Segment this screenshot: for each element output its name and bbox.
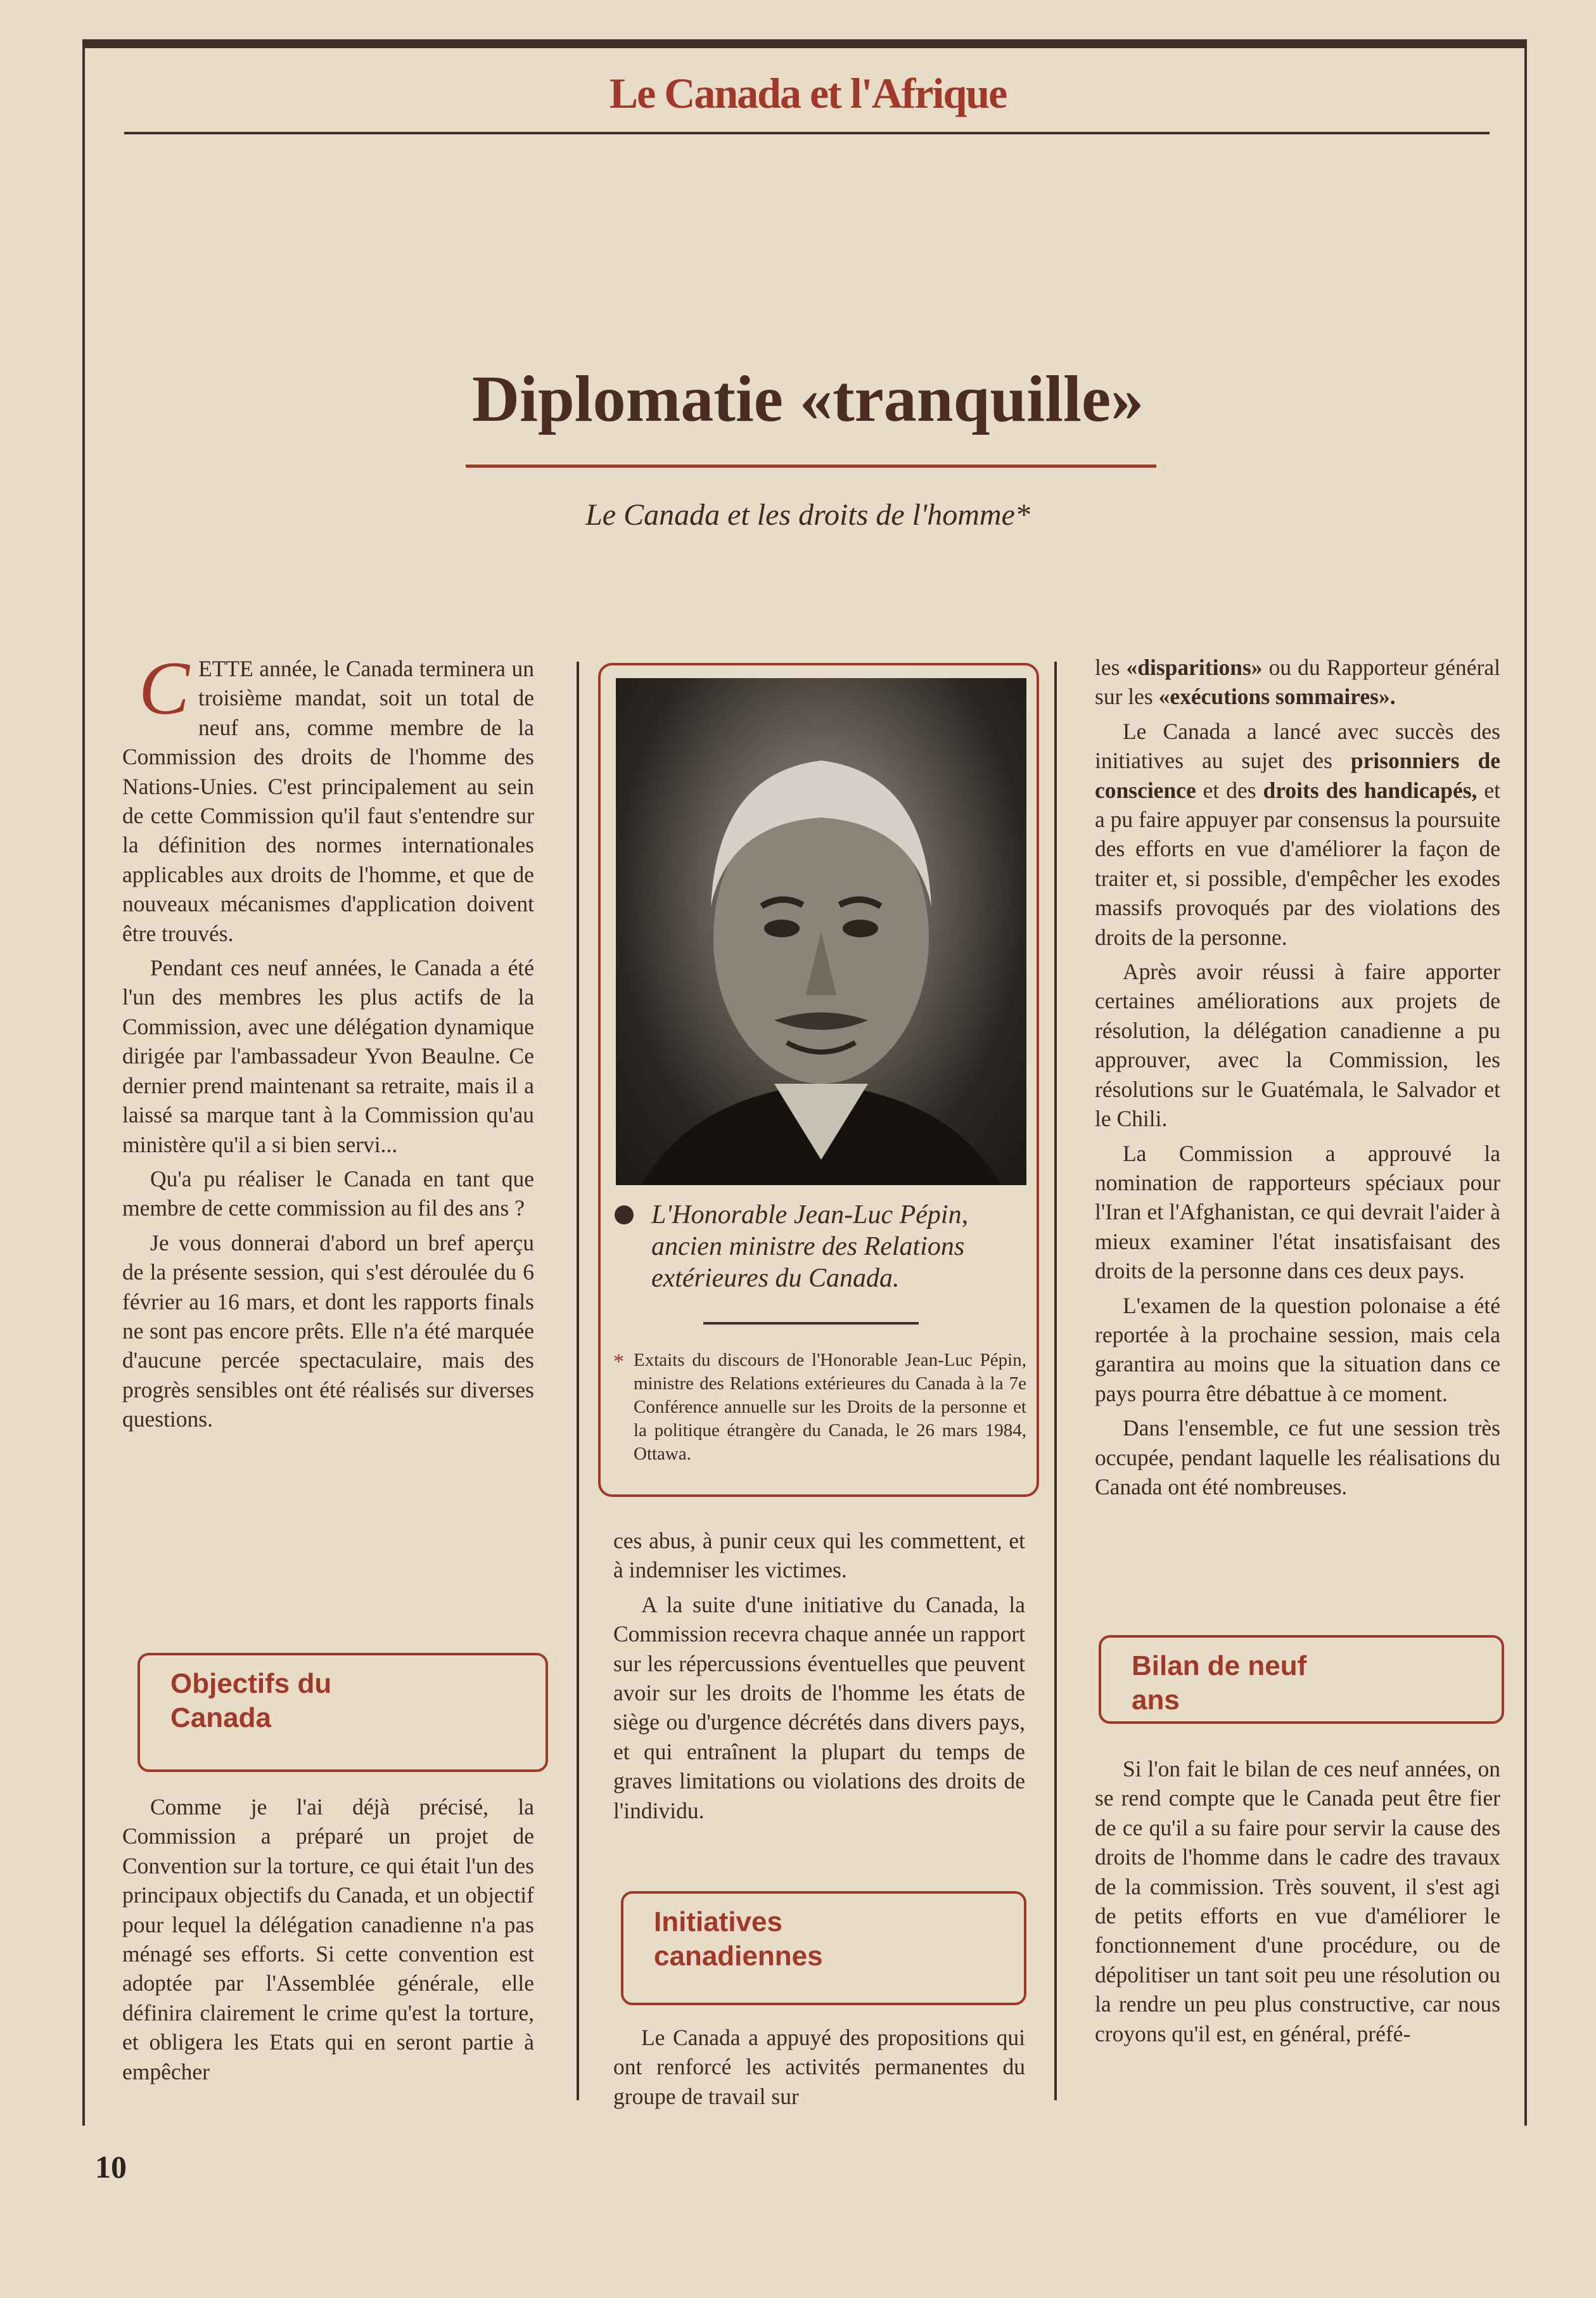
- column-2-continued: [613, 2023, 1025, 2111]
- column-3-paragraph-4: La Commission a approuvé la nomination de rapporteurs spéciaux pour l'Iran et l'Afghanistan, ce qui devrait l'aider à mieux examiner l'état insatisfaisant des droits de la personne dans ces deux pays.: [1095, 1140, 1500, 1284]
- page-number: 10: [95, 2149, 127, 2185]
- article-title: Diplomatie «tranquille»: [471, 363, 1144, 435]
- article-subtitle: Le Canada et les droits de l'homme*: [585, 498, 1030, 532]
- bullet-icon: [615, 1205, 634, 1224]
- column-3: [1095, 653, 1500, 1501]
- title-rule: [466, 465, 1156, 468]
- header-rule: [124, 132, 1490, 134]
- running-header: Le Canada et l'Afrique: [609, 69, 1007, 117]
- caption-rule: [703, 1322, 919, 1325]
- photo-caption: L'Honorable Jean-Luc Pépin, ancien ministre des Relations extérieures du Canada.: [615, 1199, 1033, 1294]
- column-2: [613, 1526, 1025, 1825]
- footnote-marker: *: [613, 1350, 624, 1373]
- section-heading-initiatives: Initiatives canadiennes: [621, 1891, 1026, 2005]
- column-2-paragraph-2: A la suite d'une initiative du Canada, la Commission recevra chaque année un rapport sur les répercussions éventuelles que peuvent avoir sur les droits de l'homme les états de siège ou d'urgence décrétés dans divers pays, et qui entraînent la plupart du temps de graves limitations ou violations des droits de l'individu.: [613, 1591, 1025, 1823]
- column-3-paragraph-5: L'examen de la question polonaise a été reportée à la prochaine session, mais cela garantira au moins que la situation dans ce pays pourra être débattue à ce moment.: [1095, 1292, 1500, 1406]
- column-2-paragraph-3: Le Canada a appuyé des propositions qui ont renforcé les activités permanentes du groupe de travail sur: [613, 2025, 1025, 2109]
- column-3-paragraph-3: Après avoir réussi à faire apporter certaines améliorations aux projets de résolution, la délégation canadienne a pu approuver, avec la Commission, les résolutions sur le Guatémala, le Salvador et le Chili.: [1095, 959, 1500, 1132]
- column-1-paragraph-4: Je vous donnerai d'abord un bref aperçu de la présente session, qui s'est déroulée du 6 février au 16 mars, et dont les rapports finals ne sont pas encore prêts. Elle n'a été marquée d'aucune percée spectaculaire, mais des progrès sensibles ont été réalisés sur diverses questions.: [122, 1229, 534, 1432]
- drop-cap: C: [139, 646, 190, 730]
- column-1-paragraph-2: Pendant ces neuf années, le Canada a été l'un des membres les plus actifs de la Commission, avec une délégation dynamique dirigée par l'ambassadeur Yvon Beaulne. Ce dernier prend maintenant sa retraite, mais il a laissé sa marque tant à la Commission qu'au ministère qu'il a si bien servi...: [122, 955, 534, 1157]
- portrait-photo: [616, 678, 1026, 1185]
- column-1-continued: [122, 1792, 534, 2086]
- column-rule-2: [1054, 662, 1057, 2100]
- section-heading-objectifs: Objectifs du Canada: [137, 1653, 548, 1772]
- section-heading-bilan: Bilan de neuf ans: [1099, 1635, 1504, 1724]
- column-1-paragraph-5: Comme je l'ai déjà précisé, la Commission a préparé un projet de Convention sur la torture, ce qui était l'un des principaux objectifs du Canada, et un objectif pour lequel la délégation canadienne n'a pas ménagé ses efforts. Si cette convention est adoptée par l'Assemblée générale, elle définira clairement le crime qu'est la torture, et obligera les Etats qui en seront partie à empêcher: [122, 1794, 534, 2084]
- column-3-paragraph-1: les «disparitions» ou du Rapporteur général sur les «exécutions sommaires».: [1095, 655, 1500, 710]
- column-1-paragraph-3: Qu'a pu réaliser le Canada en tant que membre de cette commission au fil des ans ?: [122, 1165, 534, 1221]
- column-1-paragraph-1: CETTE année, le Canada terminera un troisième mandat, soit un total de neuf ans, comme membre de la Commission des droits de l'homme des Nations-Unies. C'est principalement au sein de cette Commission qu'il faut s'entendre sur la définition des normes internationales applicables aux droits de l'homme, et que de nouveaux mécanismes d'application doivent être trouvés.: [122, 646, 534, 946]
- column-2-paragraph-1: ces abus, à punir ceux qui les commettent, et à indemniser les victimes.: [613, 1528, 1025, 1583]
- column-3-continued: [1095, 1754, 1500, 2048]
- column-3-paragraph-7: Si l'on fait le bilan de ces neuf années, on se rend compte que le Canada peut être fier de ce qu'il a su faire pour servir la cause des droits de l'homme dans le cadre des travaux de la commission. Très souvent, il s'est agi de petits efforts en vue d'améliorer le fonctionnement d'une procédure, ou de dépolitiser un tant soit peu une résolution ou la rendre un peu plus constructive, car nous croyons qu'il est, en général, préfé-: [1095, 1756, 1500, 2046]
- portrait-illustration: [616, 678, 1026, 1185]
- column-3-paragraph-6: Dans l'ensemble, ce fut une session très occupée, pendant laquelle les réalisations du Canada ont été nombreuses.: [1095, 1415, 1500, 1499]
- column-3-paragraph-2: Le Canada a lancé avec succès des initiatives au sujet des prisonniers de conscience et des droits des handicapés, et a pu faire appuyer par consensus la poursuite des efforts en vue d'améliorer la façon de traiter et, si possible, d'empêcher les exodes massifs provoqués par des violations des droits de la personne.: [1095, 718, 1500, 950]
- column-rule-1: [577, 662, 579, 2100]
- footnote: * Extaits du discours de l'Honorable Jean-Luc Pépin, ministre des Relations extérieures du Canada à la 7e Conférence annuelle sur les Droits de la personne et la politique étrangère du Canada, le 26 mars 1984, Ottawa.: [613, 1350, 1026, 1464]
- column-1: [122, 646, 534, 1434]
